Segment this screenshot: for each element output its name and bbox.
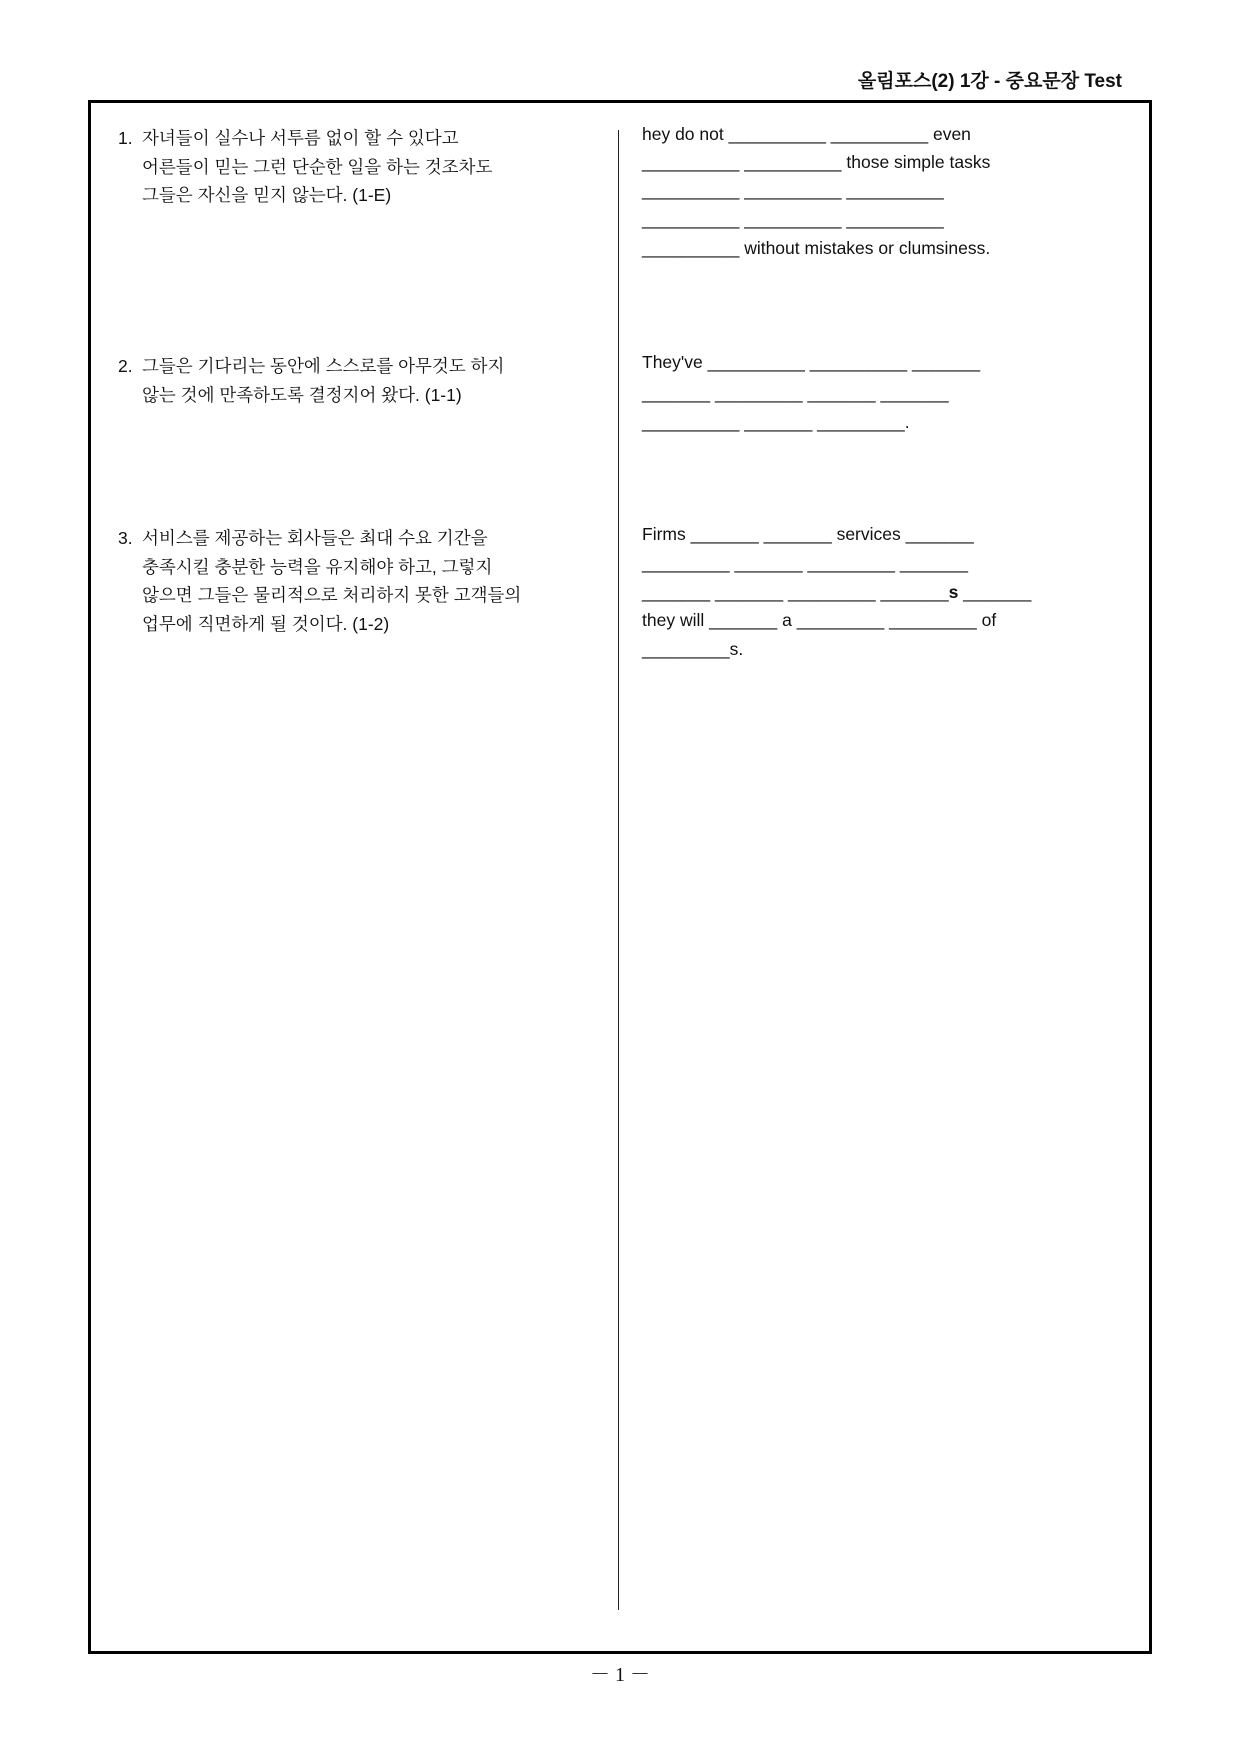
answer-segment: _______: [958, 582, 1032, 602]
answer-segment: hey do not __________ __________ even: [642, 124, 971, 144]
korean-sentence-line: 충족시킬 충분한 능력을 유지해야 하고, 그렇지: [142, 556, 493, 577]
answer-blank-line[interactable]: [642, 610, 1122, 631]
answer-blank-line[interactable]: [642, 524, 1122, 545]
answer-blank-line[interactable]: [642, 412, 1122, 433]
korean-sentence-line: 업무에 직면하게 될 것이다. (1-2): [142, 613, 390, 634]
answer-segment: They've __________ __________ _______: [642, 352, 981, 372]
answer-segment: __________ _______ _________.: [642, 412, 910, 432]
korean-sentence-line: 서비스를 제공하는 회사들은 최대 수요 기간을: [142, 528, 488, 548]
question-number: 1.: [118, 128, 133, 148]
korean-sentence-line: 않으면 그들은 물리적으로 처리하지 못한 고객들의: [142, 585, 522, 605]
column-divider: [618, 130, 619, 1610]
answer-blank-line[interactable]: [642, 383, 1122, 404]
answer-segment: Firms _______ _______ services _______: [642, 524, 974, 544]
korean-sentence-line: 자녀들이 실수나 서투름 없이 할 수 있다고: [142, 128, 459, 148]
question-prompt: [118, 124, 598, 210]
answer-segment: __________ __________ __________: [642, 209, 944, 229]
answer-blank-line[interactable]: [642, 639, 1122, 660]
answer-blank-line[interactable]: [642, 124, 1122, 145]
answer-segment: _________ _______ _________ _______: [642, 553, 969, 573]
worksheet-title: 올림포스(2) 1강 - 중요문장 Test: [857, 71, 1122, 92]
answer-hint-suffix: s: [948, 582, 959, 602]
answer-segment: __________ without mistakes or clumsiness.: [642, 238, 991, 258]
answer-segment: __________ __________ __________: [642, 180, 944, 200]
question-number: 3.: [118, 528, 133, 548]
answer-blank-line[interactable]: [642, 238, 1122, 259]
korean-sentence-line: 그들은 기다리는 동안에 스스로를 아무것도 하지: [142, 356, 505, 376]
korean-sentence-line: 어른들이 믿는 그런 단순한 일을 하는 것조차도: [142, 156, 493, 177]
answer-blank-line[interactable]: [642, 180, 1122, 201]
page-number: － 1 －: [590, 1664, 650, 1686]
question-number: 2.: [118, 356, 133, 376]
question-prompt: [118, 524, 598, 638]
korean-sentence-line: 그들은 자신을 믿지 않는다. (1-E): [142, 185, 392, 205]
answer-blank-line[interactable]: [642, 152, 1122, 173]
worksheet-frame: [88, 100, 1152, 1654]
answer-blank-line[interactable]: [642, 209, 1122, 230]
korean-sentence-line: 않는 것에 만족하도록 결정지어 왔다. (1-1): [142, 384, 462, 405]
answer-blank-line[interactable]: [642, 352, 1122, 373]
answer-segment: _______ _______ _________ _______: [642, 582, 949, 602]
question-prompt: [118, 352, 598, 409]
answer-blank-line[interactable]: [642, 553, 1122, 574]
answer-segment: __________ __________ those simple tasks: [642, 152, 991, 172]
answer-segment: _______ _________ _______ _______: [642, 383, 949, 403]
answer-segment: they will _______ a _________ _________ of: [642, 610, 997, 630]
answer-blank-line[interactable]: [642, 582, 1122, 603]
answer-segment: _________s.: [642, 639, 744, 659]
